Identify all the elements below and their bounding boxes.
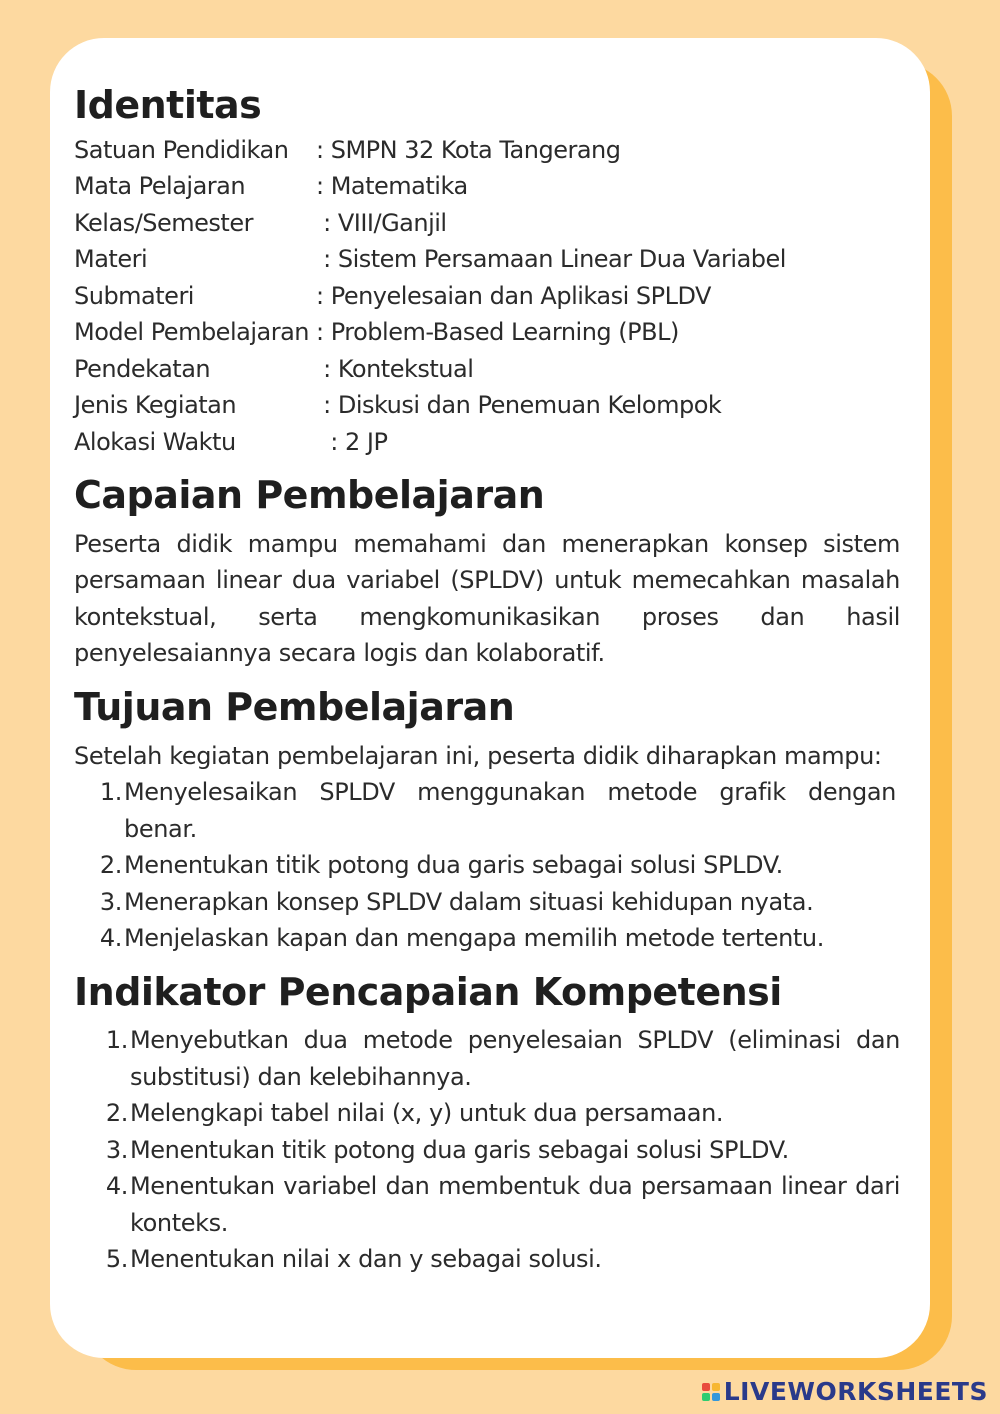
identitas-table bbox=[74, 132, 900, 461]
identitas-value: : Problem-Based Learning (PBL) bbox=[316, 318, 679, 347]
indikator-item-text: Menentukan nilai x dan y sebagai solusi. bbox=[130, 1245, 602, 1274]
indikator-item-number: 2. bbox=[105, 1099, 128, 1128]
identitas-value: : VIII/Ganjil bbox=[316, 208, 447, 237]
indikator-item-number: 5. bbox=[105, 1245, 128, 1274]
identitas-row bbox=[74, 351, 900, 388]
identitas-title: Identitas bbox=[74, 83, 262, 127]
tujuan-list bbox=[74, 774, 896, 957]
tujuan-item-text: Menjelaskan kapan dan mengapa memilih metode tertentu. bbox=[124, 924, 824, 953]
tujuan-item bbox=[74, 774, 896, 847]
indikator-item-number: 1. bbox=[105, 1026, 128, 1055]
identitas-row bbox=[74, 132, 900, 169]
capaian-text: Peserta didik mampu memahami dan menerapkan konsep sistem persamaan linear dua variabel (SPLDV) untuk memecahkan masalah kontekstual, serta mengkomunikasikan proses dan hasil penyelesaiannya secara logis dan kolaboratif. bbox=[74, 529, 900, 668]
identitas-label: Materi bbox=[74, 245, 148, 274]
worksheet-content bbox=[74, 84, 900, 1278]
identitas-row bbox=[74, 278, 900, 315]
indikator-item-text: Menentukan titik potong dua garis sebagai solusi SPLDV. bbox=[130, 1135, 789, 1164]
identitas-row bbox=[74, 424, 900, 461]
tujuan-intro: Setelah kegiatan pembelajaran ini, peserta didik diharapkan mampu: bbox=[74, 741, 882, 770]
identitas-label: Alokasi Waktu bbox=[74, 427, 236, 456]
brand-name: LIVEWORKSHEETS bbox=[723, 1377, 988, 1406]
tujuan-item bbox=[74, 920, 896, 957]
indikator-item-text: Melengkapi tabel nilai (x, y) untuk dua persamaan. bbox=[130, 1099, 724, 1128]
identitas-value: : 2 JP bbox=[316, 427, 388, 456]
tujuan-item-number: 1. bbox=[99, 778, 122, 807]
identitas-row bbox=[74, 205, 900, 242]
identitas-row bbox=[74, 168, 900, 205]
identitas-label: Kelas/Semester bbox=[74, 208, 253, 237]
indikator-item bbox=[80, 1168, 900, 1241]
indikator-item bbox=[80, 1241, 900, 1278]
tujuan-item-text: Menyelesaikan SPLDV menggunakan metode grafik dengan benar. bbox=[124, 778, 896, 843]
identitas-value: : Matematika bbox=[316, 172, 468, 201]
identitas-label: Mata Pelajaran bbox=[74, 172, 246, 201]
indikator-item bbox=[80, 1095, 900, 1132]
indikator-title: Indikator Pencapaian Kompetensi bbox=[74, 969, 782, 1014]
tujuan-item-number: 4. bbox=[99, 924, 122, 953]
identitas-value: : Penyelesaian dan Aplikasi SPLDV bbox=[316, 281, 711, 310]
identitas-value: : Sistem Persamaan Linear Dua Variabel bbox=[316, 245, 786, 274]
identitas-row bbox=[74, 387, 900, 424]
identitas-row bbox=[74, 314, 900, 351]
indikator-item-text: Menentukan variabel dan membentuk dua persamaan linear dari konteks. bbox=[130, 1172, 900, 1237]
identitas-value: : SMPN 32 Kota Tangerang bbox=[316, 135, 621, 164]
indikator-item bbox=[80, 1132, 900, 1169]
tujuan-item-number: 2. bbox=[99, 851, 122, 880]
indikator-item-number: 4. bbox=[105, 1172, 128, 1201]
tujuan-item bbox=[74, 884, 896, 921]
tujuan-title: Tujuan Pembelajaran bbox=[74, 684, 515, 729]
indikator-item-text: Menyebutkan dua metode penyelesaian SPLDV (eliminasi dan substitusi) dan kelebihannya. bbox=[130, 1026, 900, 1091]
identitas-label: Submateri bbox=[74, 281, 194, 310]
tujuan-item-text: Menentukan titik potong dua garis sebagai solusi SPLDV. bbox=[124, 851, 783, 880]
indikator-item-number: 3. bbox=[105, 1135, 128, 1164]
capaian-title: Capaian Pembelajaran bbox=[74, 473, 545, 518]
liveworksheets-logo-icon bbox=[702, 1383, 720, 1401]
tujuan-item bbox=[74, 847, 896, 884]
tujuan-item-text: Menerapkan konsep SPLDV dalam situasi kehidupan nyata. bbox=[124, 887, 814, 916]
identitas-label: Pendekatan bbox=[74, 354, 211, 383]
identitas-value: : Kontekstual bbox=[316, 354, 474, 383]
tujuan-item-number: 3. bbox=[99, 887, 122, 916]
identitas-row bbox=[74, 241, 900, 278]
indikator-list bbox=[80, 1022, 900, 1278]
identitas-value: : Diskusi dan Penemuan Kelompok bbox=[316, 391, 722, 420]
indikator-item bbox=[80, 1022, 900, 1095]
identitas-label: Jenis Kegiatan bbox=[74, 391, 237, 420]
identitas-label: Satuan Pendidikan bbox=[74, 135, 289, 164]
liveworksheets-footer[interactable] bbox=[702, 1377, 988, 1406]
identitas-label: Model Pembelajaran bbox=[74, 318, 309, 347]
